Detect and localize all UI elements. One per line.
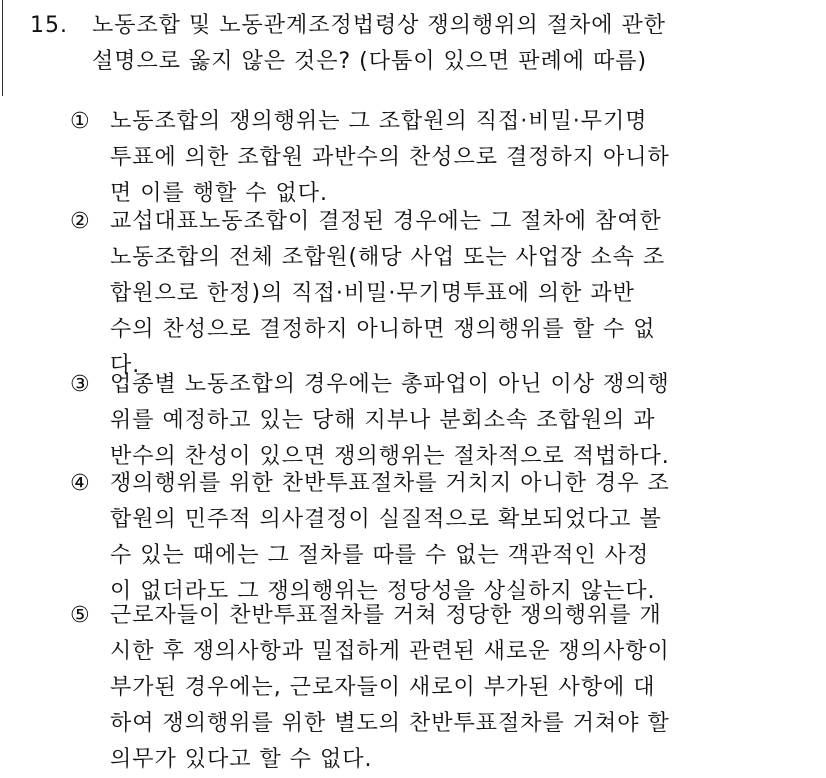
question-line: 설명으로 옳지 않은 것은? (다툼이 있으면 판례에 따름) — [92, 49, 648, 74]
question-text — [92, 8, 666, 80]
option-line: 수 있는 때에는 그 절차를 따를 수 없는 객관적인 사정 — [110, 543, 650, 568]
option-line: 노동조합의 쟁의행위는 그 조합원의 직접·비밀·무기명 — [110, 109, 648, 134]
left-border — [2, 0, 3, 96]
option-line: 다. — [110, 353, 141, 378]
option-line: 시한 후 쟁의사항과 밀접하게 관련된 새로운 쟁의사항이 — [110, 639, 670, 664]
option-line: 위를 예정하고 있는 당해 지부나 분회소속 조합원의 과 — [110, 408, 656, 433]
option-number: ③ — [70, 372, 90, 397]
question-line: 노동조합 및 노동관계조정법령상 쟁의행위의 절차에 관한 — [92, 13, 667, 38]
option-line: 수의 찬성으로 결정하지 아니하면 쟁의행위를 할 수 없 — [110, 317, 656, 342]
option-line: 면 이를 행할 수 없다. — [110, 181, 328, 206]
option-number: ④ — [70, 471, 90, 496]
option-line: 하여 쟁의행위를 위한 별도의 찬반투표절차를 거쳐야 할 — [110, 711, 670, 736]
question-number: 15. — [30, 13, 68, 38]
option-line: 합원으로 한정)의 직접·비밀·무기명투표에 의한 과반 — [110, 281, 635, 306]
option-line: 업종별 노동조합의 경우에는 총파업이 아닌 이상 쟁의행 — [110, 372, 670, 397]
option-number: ② — [70, 209, 90, 234]
option-line: 이 없더라도 그 쟁의행위는 정당성을 상실하지 않는다. — [110, 579, 656, 604]
option-number: ⑤ — [70, 603, 90, 628]
option-line: 의무가 있다고 할 수 없다. — [110, 747, 373, 772]
option-line: 부가된 경우에는, 근로자들이 새로이 부가된 사항에 대 — [110, 675, 656, 700]
option-line: 투표에 의한 조합원 과반수의 찬성으로 결정하지 아니하 — [110, 145, 670, 170]
option-line: 합원의 민주적 의사결정이 실질적으로 확보되었다고 볼 — [110, 507, 662, 532]
option-number: ① — [70, 109, 90, 134]
option-line: 반수의 찬성이 있으면 쟁의행위는 절차적으로 적법하다. — [110, 444, 670, 469]
option-line: 근로자들이 찬반투표절차를 거쳐 정당한 쟁의행위를 개 — [110, 603, 662, 628]
option-line: 노동조합의 전체 조합원(해당 사업 또는 사업장 소속 조 — [110, 245, 666, 270]
option-line: 교섭대표노동조합이 결정된 경우에는 그 절차에 참여한 — [110, 209, 662, 234]
option-line: 쟁의행위를 위한 찬반투표절차를 거치지 아니한 경우 조 — [110, 471, 670, 496]
